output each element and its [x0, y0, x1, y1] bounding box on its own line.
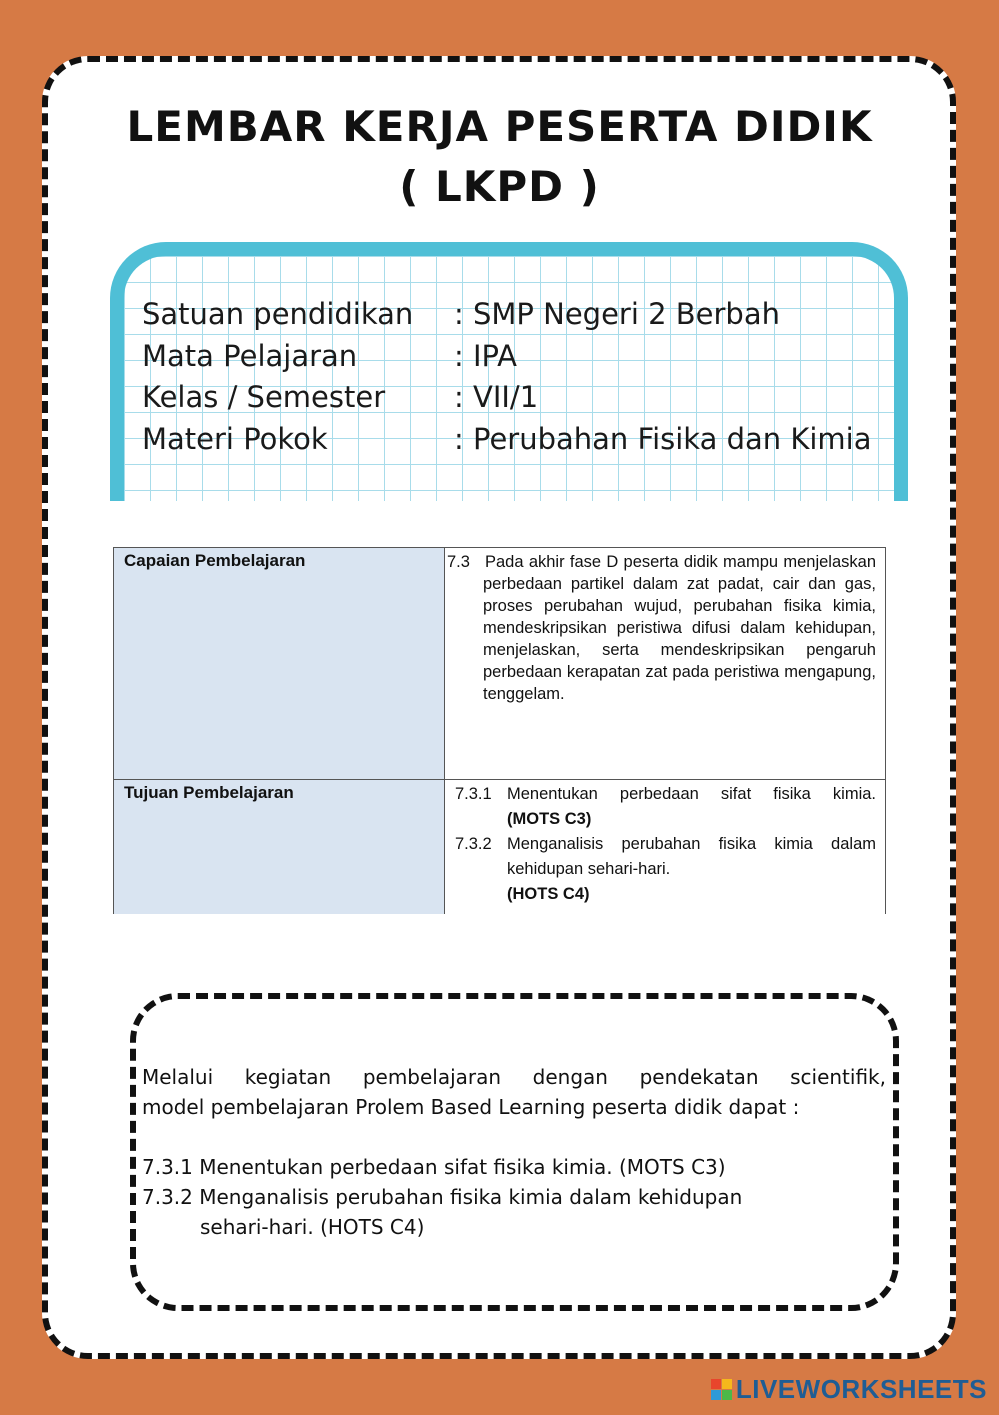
info-value: : IPA — [454, 338, 518, 373]
capaian-cell — [445, 548, 886, 780]
brand-text: LIVEWORKSHEETS — [735, 1374, 987, 1404]
info-value: : VII/1 — [454, 380, 539, 414]
info-row-mapel — [142, 336, 872, 378]
info-label: Materi Pokok — [142, 421, 328, 456]
page-subtitle: ( LKPD ) — [399, 162, 600, 211]
goal-item-2-continuation: sehari-hari. (HOTS C4) — [200, 1215, 425, 1239]
info-row-satuan — [142, 294, 872, 336]
info-value: : Perubahan Fisika dan Kimia — [454, 421, 872, 456]
info-label: Kelas / Semester — [142, 380, 386, 414]
page-title: LEMBAR KERJA PESERTA DIDIK — [126, 102, 873, 151]
learning-outcomes-table — [113, 547, 886, 914]
tujuan-cell — [445, 780, 886, 915]
capaian-number: 7.3 — [447, 553, 470, 571]
info-row-materi — [142, 419, 872, 461]
capaian-text: Pada akhir fase D peserta didik mampu menjelaskan perbedaan partikel dalam zat padat, cair dan gas, proses perubahan wujud, perubahan fisika kimia, mendeskripsikan peristiwa difusi dalam kehidupan, menjelaskan, serta mendeskripsikan pengaruh perbedaan kerapatan zat pada peristiwa mengapung, tenggelam. — [483, 553, 876, 703]
liveworksheets-logo-icon — [711, 1379, 732, 1400]
tujuan-item — [445, 780, 885, 832]
capaian-label: Capaian Pembelajaran — [114, 548, 445, 780]
tujuan-text: Menentukan perbedaan sifat fisika kimia. — [507, 785, 876, 803]
goal-item-1: 7.3.1 Menentukan perbedaan sifat fisika kimia. (MOTS C3) — [142, 1155, 726, 1179]
table-row — [114, 548, 886, 780]
table-row — [114, 780, 886, 915]
goal-intro-line2: model pembelajaran Prolem Based Learning peserta didik dapat : — [142, 1095, 800, 1119]
info-list — [142, 294, 872, 460]
tujuan-number: 7.3.2 — [455, 835, 492, 853]
tujuan-tag: (HOTS C4) — [507, 885, 590, 903]
goal-intro-line1: Melalui kegiatan pembelajaran dengan pendekatan scientifik, — [142, 1065, 886, 1089]
tujuan-item — [445, 832, 885, 907]
info-label: Satuan pendidikan — [142, 297, 414, 331]
info-label: Mata Pelajaran — [142, 338, 358, 373]
tujuan-tag: (MOTS C3) — [507, 810, 592, 828]
tujuan-continuation: kehidupan sehari-hari. — [507, 860, 671, 878]
info-row-kelas — [142, 377, 872, 419]
liveworksheets-watermark — [711, 1374, 987, 1405]
tujuan-number: 7.3.1 — [455, 785, 492, 803]
tujuan-label: Tujuan Pembelajaran — [114, 780, 445, 915]
tujuan-text: Menganalisis perubahan fisika kimia dalam — [507, 835, 876, 853]
goal-item-2: 7.3.2 Menganalisis perubahan fisika kimia dalam kehidupan — [142, 1185, 743, 1209]
info-value: : SMP Negeri 2 Berbah — [454, 297, 780, 331]
goal-text — [142, 1062, 886, 1242]
